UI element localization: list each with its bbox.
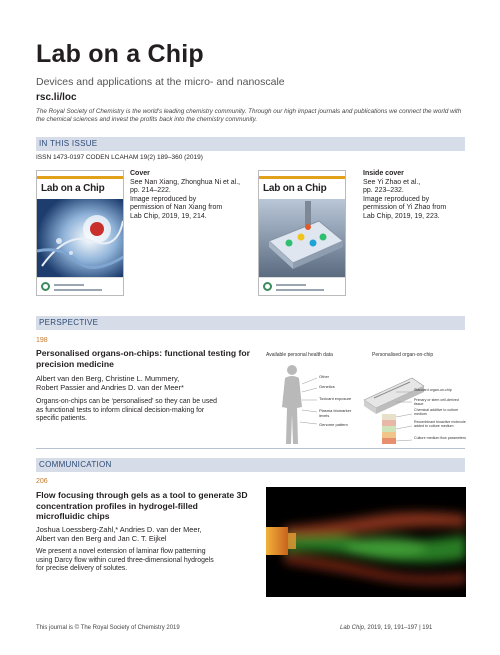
- cover-caption-line: Lab Chip, 2019, 19, 223.: [363, 212, 440, 220]
- article-title-line: Flow focusing through gels as a tool to generate 3D: [36, 490, 248, 500]
- section-divider: [36, 448, 465, 449]
- cover-footer: [259, 277, 345, 295]
- cover-caption-title: Cover: [130, 170, 150, 177]
- article-summary: [36, 398, 217, 424]
- cover-brand: Lab on a Chip: [263, 183, 327, 194]
- figure-label: Standard organ-on-chip: [414, 388, 452, 392]
- inside-cover-caption: [363, 170, 446, 222]
- perspective-graphical-abstract[interactable]: [262, 352, 467, 452]
- authors-line: Joshua Loessberg-Zahl,* Andries D. van der Meer,: [36, 525, 202, 534]
- summary-line: as functional tests to inform clinical decision-making for: [36, 406, 205, 414]
- cover-caption-line: pp. 223–232.: [363, 187, 404, 195]
- footer-journal: Lab Chip: [340, 625, 365, 631]
- society-blurb: The Royal Society of Chemistry is the world's leading chemistry community. Through our high impact journals and publications we connect the world with the chemical sciences and invest the profits back into the chemistry community.: [36, 108, 462, 123]
- cover-caption-line: See Yi Zhao et al.,: [363, 178, 421, 186]
- summary-line: for precise delivery of solutes.: [36, 565, 128, 573]
- page-number: 206: [36, 478, 48, 485]
- section-band-perspective: [36, 316, 465, 330]
- footer-citation: [340, 625, 432, 631]
- cover-caption-line: See Nan Xiang, Zhonghua Ni et al.,: [130, 178, 241, 186]
- cover-image[interactable]: [36, 170, 124, 296]
- cover-caption-line: Image reproduced by: [130, 195, 197, 203]
- figure-label: Genetics: [319, 384, 335, 389]
- figure-left-title: Available personal health data: [266, 352, 333, 358]
- journal-title: Lab on a Chip: [36, 40, 204, 68]
- article-title-line: microfluidic chips: [36, 511, 110, 521]
- summary-line: Organs-on-chips can be ‘personalised’ so they can be used: [36, 398, 217, 405]
- figure-label: Recombinant bioactive molecule added to culture medium: [414, 420, 466, 429]
- cover-footer: [37, 277, 123, 295]
- article-title[interactable]: [36, 490, 266, 522]
- rsc-logo-icon: [263, 282, 272, 291]
- section-band-in-this-issue: [36, 137, 465, 151]
- summary-line: using Darcy flow within cured three-dimensional hydrogels: [36, 556, 214, 564]
- page-number: 198: [36, 337, 48, 344]
- figure-label: Primary or stem cell-derived tissue: [414, 398, 459, 407]
- section-heading: PERSPECTIVE: [39, 318, 99, 327]
- cover-caption-line: Lab Chip, 2019, 19, 214.: [130, 212, 207, 220]
- footer-page-info: , 2019, 19, 191–197 | 191: [364, 625, 433, 631]
- rsc-logo-icon: [41, 282, 50, 291]
- figure-label: Plasma biomarker levels: [319, 408, 352, 418]
- authors-line: Albert van den Berg and Jan C. T. Eijkel: [36, 534, 167, 543]
- cover-brand: Lab on a Chip: [41, 183, 105, 194]
- section-heading: IN THIS ISSUE: [39, 139, 98, 148]
- cover-caption-line: permission of Yi Zhao from: [363, 204, 447, 212]
- figure-right-title: Personalised organ-on-chip: [372, 352, 434, 358]
- figure-label: Toxicant exposure: [319, 396, 352, 401]
- article-summary: [36, 548, 214, 574]
- figure-label: Genome pattern: [319, 422, 348, 427]
- inside-cover-image[interactable]: [258, 170, 346, 296]
- cover-caption: [130, 170, 240, 222]
- summary-line: specific patients.: [36, 415, 87, 423]
- article-authors: [36, 374, 184, 392]
- authors-line: Robert Passier and Andries D. van der Meer*: [36, 383, 184, 392]
- figure-label: Culture medium flow parameters: [414, 436, 466, 440]
- cover-caption-line: Image reproduced by: [363, 195, 430, 203]
- cover-caption-line: pp. 214–222.: [130, 187, 171, 195]
- cover-caption-title: Inside cover: [363, 170, 404, 177]
- article-title-line: precision medicine: [36, 358, 114, 369]
- summary-line: We present a novel extension of laminar flow patterning: [36, 548, 206, 555]
- communication-fluorescence-image[interactable]: [266, 487, 466, 597]
- figure-label: Other: [319, 374, 330, 379]
- section-band-communication: [36, 458, 465, 472]
- figure-label: Chemical additive to culture medium: [414, 408, 459, 417]
- article-title-line: concentration profiles in hydrogel-filled: [36, 500, 198, 511]
- cover-caption-line: permission of Nan Xiang from: [130, 204, 223, 212]
- footer-copyright: This journal is © The Royal Society of Chemistry 2019: [36, 625, 180, 631]
- authors-line: Albert van den Berg, Christine L. Mummery,: [36, 374, 180, 383]
- article-title-line: Personalised organs-on-chips: functional testing for: [36, 348, 250, 358]
- journal-url[interactable]: rsc.li/loc: [36, 92, 77, 103]
- section-heading: COMMUNICATION: [39, 460, 112, 469]
- article-title[interactable]: [36, 348, 266, 369]
- article-authors: [36, 525, 202, 543]
- journal-subtitle: Devices and applications at the micro- and nanoscale: [36, 76, 285, 88]
- issn-line: ISSN 1473-0197 CODEN LCAHAM 19(2) 189–360 (2019): [36, 154, 203, 161]
